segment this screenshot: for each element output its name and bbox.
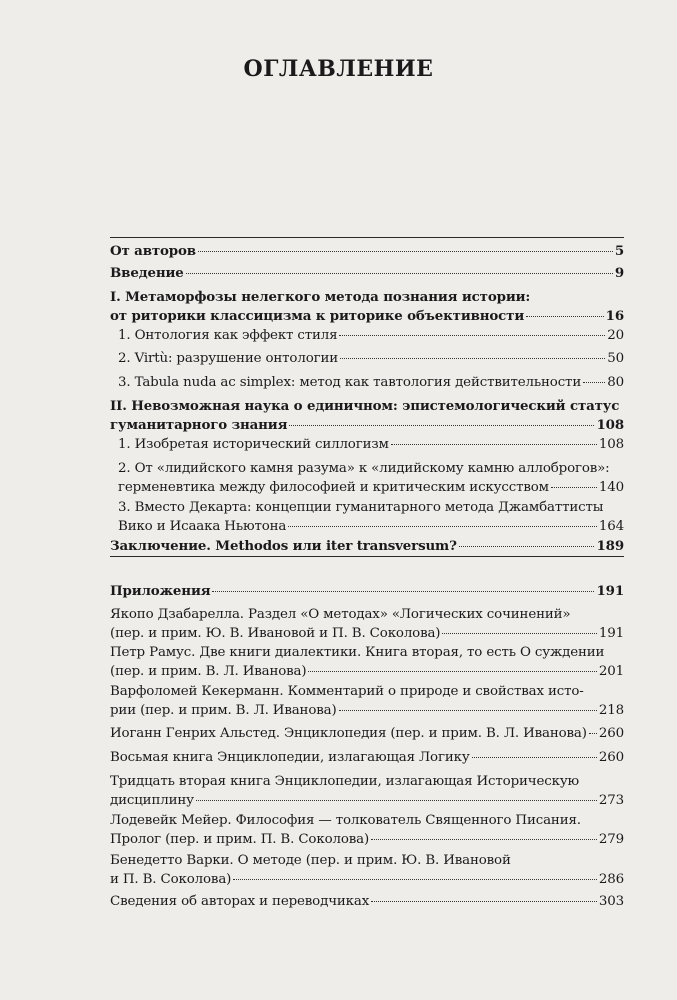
toc-entry — [110, 242, 624, 261]
page-number: 191 — [598, 626, 624, 641]
toc-entry-text: 3. Tabula nuda ac simplex: метод как тавтология действительности — [118, 375, 582, 390]
toc-entry-text: II. Невозможная наука о единичном: эпистемологический статус — [110, 398, 620, 414]
dot-leader — [196, 799, 597, 801]
toc-entry-text: Вико и Исаака Ньютона — [118, 519, 287, 534]
dot-leader — [583, 381, 605, 383]
page-number: 273 — [598, 793, 624, 808]
dot-leader — [339, 709, 597, 711]
toc-entry — [110, 892, 624, 911]
toc-entry-text: 2. От «лидийского камня разума» к «лидийскому камню аллоброгов»: — [118, 461, 610, 476]
page-number: 20 — [607, 328, 624, 343]
toc-entry-text: Якопо Дзабарелла. Раздел «О методах» «Логических сочинений» — [110, 607, 571, 622]
rule-top — [110, 237, 624, 238]
toc-entry-text: гуманитарного знания — [110, 417, 288, 433]
toc-entry — [110, 748, 624, 767]
dot-leader — [340, 357, 605, 359]
toc-entry-text: (пер. и прим. В. Л. Иванова) — [110, 664, 307, 679]
dot-leader — [391, 443, 597, 445]
page-number: 260 — [598, 750, 624, 765]
dot-leader — [288, 525, 597, 527]
dot-leader — [371, 900, 597, 902]
toc-entry-text: (пер. и прим. Ю. В. Ивановой и П. В. Соколова) — [110, 626, 441, 641]
page-number: 191 — [596, 583, 624, 599]
toc-entry — [110, 851, 624, 889]
toc-entry — [118, 326, 624, 345]
toc-entry-text: от риторики классицизма к риторике объективности — [110, 308, 525, 324]
page-number: 80 — [607, 375, 624, 390]
toc-entry-text: Петр Рамус. Две книги диалектики. Книга вторая, то есть О суждении — [110, 645, 605, 660]
toc-entry-text: Пролог (пер. и прим. П. В. Соколова) — [110, 832, 370, 847]
toc-entry-text: 2. Virtù: разрушение онтологии — [118, 351, 339, 366]
dot-leader — [308, 670, 596, 672]
toc-entry-text: Лодевейк Мейер. Философия — толкователь Священного Писания. — [110, 813, 581, 828]
toc-entry — [110, 582, 624, 601]
dot-leader — [526, 315, 604, 317]
toc-entry-text: Иоганн Генрих Альстед. Энциклопедия (пер. и прим. В. Л. Иванова) — [110, 726, 587, 741]
page-number: 279 — [598, 832, 624, 847]
toc-entry — [110, 264, 624, 283]
dot-leader — [472, 756, 597, 758]
toc-entry-text: От авторов — [110, 243, 196, 259]
toc-entry-text: 1. Онтология как эффект стиля — [118, 328, 338, 343]
toc-entry-text: Сведения об авторах и переводчиках — [110, 894, 370, 909]
page-number: 16 — [605, 308, 624, 324]
page-number: 218 — [598, 703, 624, 718]
dot-leader — [289, 424, 594, 426]
toc-entry-text: 3. Вместо Декарта: концепции гуманитарного метода Джамбаттисты — [118, 500, 604, 515]
toc-entry — [118, 435, 624, 454]
toc-entry — [110, 724, 624, 743]
dot-leader — [551, 486, 597, 488]
page-number: 108 — [598, 437, 624, 452]
toc-entry — [118, 459, 624, 497]
page-number: 189 — [596, 538, 624, 554]
toc-entry — [110, 772, 624, 810]
dot-leader — [198, 250, 613, 252]
page-number: 303 — [598, 894, 624, 909]
toc-entry-text: Тридцать вторая книга Энциклопедии, излагающая Историческую — [110, 774, 580, 789]
dot-leader — [459, 545, 595, 547]
toc-entry-text: I. Метаморфозы нелегкого метода познания истории: — [110, 289, 531, 305]
toc-entry-text: Приложения — [110, 583, 211, 599]
toc-entry — [110, 288, 624, 326]
toc-entry — [118, 349, 624, 368]
page-title: ОГЛАВЛЕНИЕ — [243, 56, 434, 82]
page-number: 201 — [598, 664, 624, 679]
toc-entry-text: Заключение. Methodos или iter transversum? — [110, 538, 457, 554]
page-number: 9 — [614, 265, 624, 281]
toc-entry-text: герменевтика между философией и критическим искусством — [118, 480, 549, 495]
toc-entry-text: дисциплину — [110, 793, 194, 808]
toc-entry-text: Восьмая книга Энциклопедии, излагающая Логику — [110, 750, 470, 765]
toc-entry — [110, 643, 624, 681]
dot-leader — [339, 334, 605, 336]
page-number: 260 — [598, 726, 624, 741]
toc-entry-text: Варфоломей Кекерманн. Комментарий о природе и свойствах исто- — [110, 684, 584, 699]
toc-entry — [118, 373, 624, 392]
dot-leader — [442, 632, 597, 634]
page-number: 108 — [596, 417, 624, 433]
toc-entry-text: и П. В. Соколова) — [110, 872, 232, 887]
toc-entry — [110, 811, 624, 849]
page-number: 5 — [614, 243, 624, 259]
dot-leader — [212, 590, 594, 592]
page-number: 286 — [598, 872, 624, 887]
dot-leader — [233, 878, 597, 880]
rule-middle — [110, 556, 624, 557]
toc-entry — [110, 397, 624, 435]
page-number: 140 — [598, 480, 624, 495]
dot-leader — [371, 838, 597, 840]
toc-entry — [110, 682, 624, 720]
page-number: 50 — [607, 351, 624, 366]
toc-entry — [110, 605, 624, 643]
toc-entry-text: Бенедетто Варки. О методе (пер. и прим. Ю. В. Ивановой — [110, 853, 511, 868]
dot-leader — [589, 732, 597, 734]
toc-entry-text: рии (пер. и прим. В. Л. Иванова) — [110, 703, 337, 718]
dot-leader — [186, 272, 613, 274]
toc-entry-text: 1. Изобретая исторический силлогизм — [118, 437, 389, 452]
toc-entry-text: Введение — [110, 265, 184, 281]
page-number: 164 — [598, 519, 624, 534]
toc-entry — [110, 537, 624, 556]
toc-entry — [118, 498, 624, 536]
